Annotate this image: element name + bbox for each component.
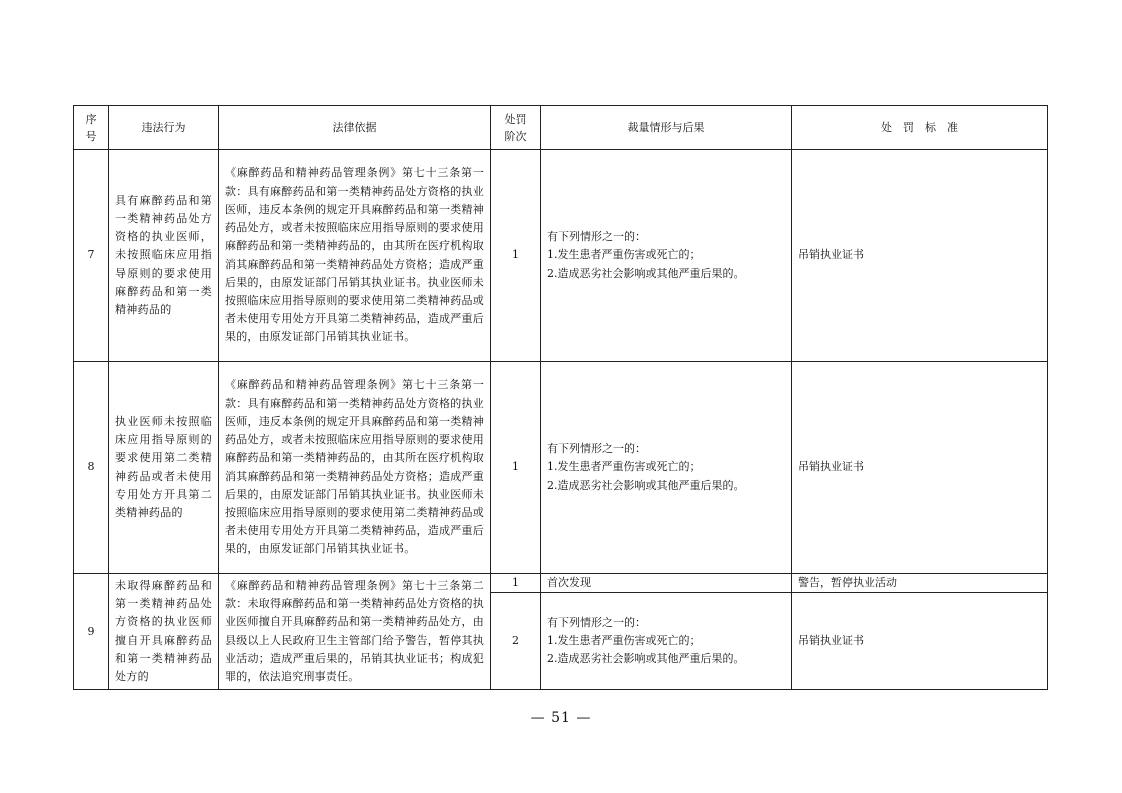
row-act: 执业医师未按照临床应用指导原则的要求使用第二类精神药品或者未使用专用处方开具第二类精神药品的 bbox=[109, 362, 219, 574]
row-no: 9 bbox=[74, 574, 109, 690]
table-row bbox=[74, 362, 1048, 574]
header-std: 处 罚 标 准 bbox=[792, 106, 1048, 150]
row-cond bbox=[541, 150, 792, 362]
cond-line: 2.造成恶劣社会影响或其他严重后果的。 bbox=[547, 478, 745, 492]
header-no bbox=[74, 106, 109, 150]
penalty-table bbox=[73, 105, 1048, 690]
cond-line: 有下列情形之一的： bbox=[547, 615, 646, 629]
header-times-line-2: 阶次 bbox=[504, 129, 527, 143]
header-cond: 裁量情形与后果 bbox=[541, 106, 792, 150]
table-header bbox=[74, 106, 1048, 150]
page-number: — 51 — bbox=[530, 710, 592, 726]
header-no-line-2: 号 bbox=[85, 129, 97, 143]
cond-line: 有下列情形之一的： bbox=[547, 442, 646, 456]
cond-line: 1.发生患者严重伤害或死亡的； bbox=[547, 248, 701, 262]
row-times: 1 bbox=[491, 150, 541, 362]
row-no: 7 bbox=[74, 150, 109, 362]
row-cond bbox=[541, 574, 792, 593]
row-times: 1 bbox=[491, 362, 541, 574]
row-law: 《麻醉药品和精神药品管理条例》第七十三条第一款：具有麻醉药品和第一类精神药品处方资格的执业医师，违反本条例的规定开具麻醉药品和第一类精神药品处方，或者未按照临床应用指导原则的要求使用麻醉药品和第一类精神药品的，由其所在医疗机构取消其麻醉药品和第一类精神药品处方资格；造成严重后果的，由原发证部门吊销其执业证书。执业医师未按照临床应用指导原则的要求使用第二类精神药品或者未使用专用处方开具第二类精神药品，造成严重后果的，由原发证部门吊销其执业证书。 bbox=[219, 150, 491, 362]
cond-line: 1.发生患者严重伤害或死亡的； bbox=[547, 634, 701, 648]
cond-line: 首次发现 bbox=[547, 576, 591, 589]
row-law: 《麻醉药品和精神药品管理条例》第七十三条第一款：具有麻醉药品和第一类精神药品处方资格的执业医师，违反本条例的规定开具麻醉药品和第一类精神药品处方，或者未按照临床应用指导原则的要求使用麻醉药品和第一类精神药品的，由其所在医疗机构取消其麻醉药品和第一类精神药品处方资格；造成严重后果的，由原发证部门吊销其执业证书。执业医师未按照临床应用指导原则的要求使用第二类精神药品或者未使用专用处方开具第二类精神药品，造成严重后果的，由原发证部门吊销其执业证书。 bbox=[219, 362, 491, 574]
row-act: 未取得麻醉药品和第一类精神药品处方资格的执业医师擅自开具麻醉药品和第一类精神药品处方的 bbox=[109, 574, 219, 690]
row-cond bbox=[541, 593, 792, 690]
row-act: 具有麻醉药品和第一类精神药品处方资格的执业医师，未按照临床应用指导原则的要求使用麻醉药品和第一类精神药品的 bbox=[109, 150, 219, 362]
document-page bbox=[73, 105, 1047, 690]
row-times: 2 bbox=[491, 593, 541, 690]
cond-line: 2.造成恶劣社会影响或其他严重后果的。 bbox=[547, 266, 745, 280]
cond-line: 1.发生患者严重伤害或死亡的； bbox=[547, 460, 701, 474]
row-times: 1 bbox=[491, 574, 541, 593]
header-no-line-1: 序 bbox=[85, 112, 97, 126]
cond-line: 有下列情形之一的： bbox=[547, 230, 646, 244]
row-cond bbox=[541, 362, 792, 574]
row-law: 《麻醉药品和精神药品管理条例》第七十三条第二款：未取得麻醉药品和第一类精神药品处方资格的执业医师擅自开具麻醉药品和第一类精神药品处方，由县级以上人民政府卫生主管部门给予警告，暂停其执业活动；造成严重后果的，吊销其执业证书；构成犯罪的，依法追究刑事责任。 bbox=[219, 574, 491, 690]
row-no: 8 bbox=[74, 362, 109, 574]
cond-line: 2.造成恶劣社会影响或其他严重后果的。 bbox=[547, 652, 745, 666]
row-std: 吊销执业证书 bbox=[792, 593, 1048, 690]
header-law: 法律依据 bbox=[219, 106, 491, 150]
row-std: 吊销执业证书 bbox=[792, 362, 1048, 574]
header-act: 违法行为 bbox=[109, 106, 219, 150]
table-row bbox=[74, 150, 1048, 362]
table-row bbox=[74, 574, 1048, 593]
row-std: 警告，暂停执业活动 bbox=[792, 574, 1048, 593]
header-times bbox=[491, 106, 541, 150]
row-std: 吊销执业证书 bbox=[792, 150, 1048, 362]
header-times-line-1: 处罚 bbox=[504, 112, 527, 126]
